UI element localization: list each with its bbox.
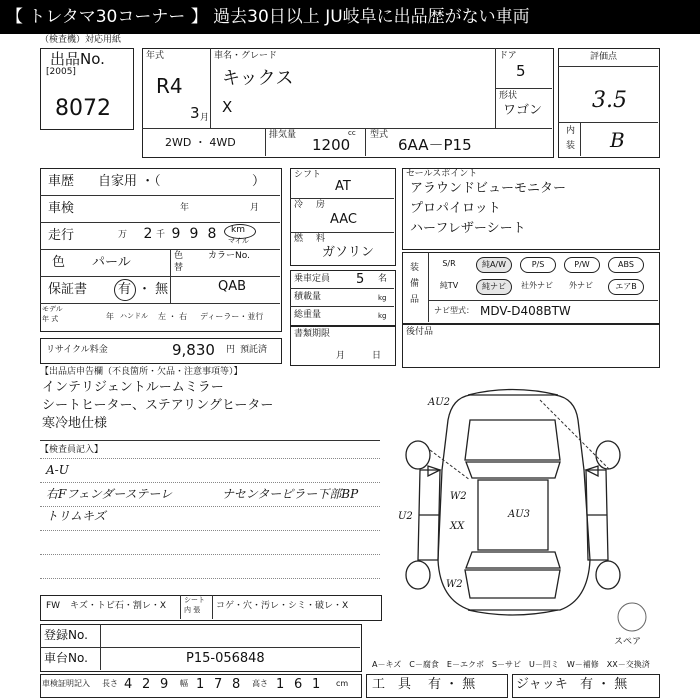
cert-width-digit: 8 [232,677,241,692]
equipment-aftermarket-navi: 社外ナビ [521,281,553,290]
name-label: 車名・グレード [214,51,278,61]
equipment-ext-navi: 外ナビ [569,281,593,290]
model-year-dealer: ディーラー・並行 [200,312,264,321]
warranty-no: ・ 無 [138,282,169,297]
evaluation-label: 評価点 [590,52,618,62]
recycle-label: リサイクル料金 [46,345,108,355]
seat-text: コゲ・穴・汚レ・シミ・破レ・X [216,601,349,611]
equipment-navi: 純ナビ [476,279,512,295]
shape-label: 形状 [499,91,518,101]
fuel-value: ガソリン [322,245,375,260]
equipment-label: 装 [410,263,420,273]
shift-value: AT [335,179,351,194]
jack-value: 有 ・ 無 [580,677,628,692]
equipment-airbag: エアB [608,279,644,295]
inspection-month: 月 [250,203,260,213]
interior-label-1: 内 [566,126,576,136]
header-note: （検査機）対応用紙 [40,35,122,45]
mileage-digit: 8 [207,226,217,242]
cert-width-digit: 1 [196,677,205,692]
mileage-km: km [231,225,245,235]
mileage-mile: マイル [228,237,249,245]
mark-w2-bottom: W2 [446,579,463,590]
model-year-label-1: モデル [42,305,63,313]
mileage-digit: 9 [171,226,181,242]
model-year-label-2: 年 式 [42,315,59,323]
drive-type: 2WD ・ 4WD [165,136,236,149]
color-changed-2: 替 [174,263,184,273]
cert-length-digit: 9 [160,677,169,692]
year-month: 3 [190,104,200,122]
evaluation-score: 3.5 [592,88,627,113]
ac-label-2: 房 [316,200,326,210]
jack-label: ジャッキ [516,677,568,692]
registration-label: 登録No. [44,628,88,642]
mark-au2: AU2 [428,397,451,408]
interior-label-2: 装 [566,141,576,151]
seat-label-1: シート [184,596,205,604]
inspector-notes-label: 【検査員記入】 [40,445,104,455]
mark-xx: XX [450,521,465,532]
inspector-note: トリムキズ [46,509,106,523]
gross-unit: kg [378,312,387,320]
model-year-lr: 左 ・ 右 [158,312,188,321]
shift-label: シフト [294,170,322,180]
deadline-label: 書類期限 [294,329,331,339]
mark-au3: AU3 [508,509,531,520]
seller-note: インテリジェントルームミラー [42,380,224,395]
cc-unit: cc [348,129,356,137]
seller-note: シートヒーター、ステアリングヒーター [42,398,274,413]
cert-width-digit: 7 [214,677,223,692]
year-era: R4 [156,74,183,98]
month-unit: 月 [200,113,210,123]
color-value: パール [92,255,131,270]
spare-label: スペア [614,637,642,647]
equipment-power-steering: P/S [520,257,556,273]
recycle-unit: 円 [226,345,236,355]
cert-height-digit: 1 [276,677,285,692]
inspector-side-note: ナセンターピラー下部BP [222,487,359,501]
color-code-label: カラーNo. [208,251,250,261]
cert-height-label: 高さ [252,679,268,688]
color-code: QAB [218,279,247,294]
riders-label: 乗車定員 [294,274,331,284]
seller-notes-label: 【出品店申告欄（不良箇所・欠品・注意事項等）】 [40,367,243,377]
cert-label: 車検証明記入 [42,679,90,688]
mileage-digit: 9 [189,226,199,242]
equipment-sr: S/R [442,259,456,268]
shape-value: ワゴン [503,103,543,118]
lot-number: 8072 [55,96,111,121]
doors-label: ドア [499,51,517,61]
history-close: ） [252,174,266,189]
doors-value: 5 [516,62,526,80]
tools-label: 工 具 [372,677,412,692]
inspector-note: 右Fフェンダーステーレ [46,487,173,501]
deadline-month: 月 [336,351,346,361]
banner: 【 トレタマ30コーナー 】 過去30日以上 JU岐阜に出品歴がない車両 [0,0,700,34]
displacement-value: 1200 [312,136,351,154]
riders-value: 5 [356,272,365,287]
cert-height-digit: 6 [294,677,303,692]
fw-text: キズ・トビ石・割レ・X [70,601,166,611]
equipment-label: 品 [410,295,420,305]
chassis-number: P15-056848 [186,651,265,666]
model-label: 型式 [370,130,389,140]
warranty-yes: 有 [118,282,132,297]
recycle-note: 預託済 [240,345,268,355]
displacement-label: 排気量 [269,130,297,140]
sales-point: プロパイロット [410,201,501,216]
sales-point: ハーフレザーシート [410,221,526,236]
load-label: 積載量 [294,292,322,302]
mileage-label: 走行 [48,228,75,243]
fuel-label-2: 料 [316,234,326,244]
deadline-day: 日 [372,351,382,361]
mark-w2: W2 [450,491,467,502]
ac-label-1: 冷 [294,200,304,210]
mileage-digit: 2 [143,226,153,242]
sales-points-label: セールスポイント [406,169,478,179]
navi-model: MDV-D408BTW [480,304,571,318]
year-label: 年式 [146,51,165,61]
color-changed-1: 色 [174,251,184,261]
equipment-alloy-wheels: 純A/W [476,257,512,273]
chassis-label: 車台No. [44,651,88,665]
ac-value: AAC [330,212,357,227]
equipment-abs: ABS [608,257,644,273]
mileage-man: 万 [118,230,128,240]
equipment-label: 備 [410,279,420,289]
cert-unit: cm [336,679,349,688]
riders-unit: 名 [378,274,388,284]
model-value: 6AA－P15 [398,136,472,154]
sales-point: アラウンドビューモニター [410,181,567,196]
inspection-label: 車検 [48,201,75,216]
model-year-year: 年 [106,312,114,321]
fuel-label-1: 燃 [294,234,304,244]
gross-label: 総重量 [294,310,322,320]
warranty-label: 保証書 [48,282,88,297]
tools-value: 有 ・ 無 [428,677,476,692]
car-name: キックス [222,68,294,89]
mileage-sen: 千 [156,230,166,240]
navi-label: ナビ型式： [434,306,474,315]
recycle-value: 9,830 [172,341,215,359]
history-label: 車歴 [48,174,75,189]
car-grade: X [222,98,233,116]
seller-note: 寒冷地仕様 [42,416,108,431]
interior-grade: B [610,128,625,152]
equipment-power-windows: P/W [564,257,600,273]
model-year-handle: ハンドル [120,312,148,320]
lot-tag: [2005] [46,67,76,77]
mark-u2: U2 [398,511,413,522]
cert-length-digit: 4 [124,677,133,692]
cert-height-digit: 1 [312,677,321,692]
history-value: 自家用 ・（ [98,174,161,189]
inspection-year: 年 [180,203,190,213]
post-install-label: 後付品 [406,327,434,337]
seat-label-2: 内 張 [184,606,201,614]
load-unit: kg [378,294,387,302]
damage-legend: A－キズ C－腐食 E－エクボ S－サビ U－凹ミ W－補修 XX－交換済 [372,660,650,669]
fw-label: FW [46,601,61,611]
equipment-tv: 純TV [439,281,459,290]
lot-label: 出品No. [50,50,105,68]
inspector-note: A-U [46,463,69,477]
color-label: 色 [52,255,66,270]
cert-width-label: 幅 [180,679,188,688]
cert-length-label: 長さ [102,679,118,688]
cert-length-digit: 2 [142,677,151,692]
